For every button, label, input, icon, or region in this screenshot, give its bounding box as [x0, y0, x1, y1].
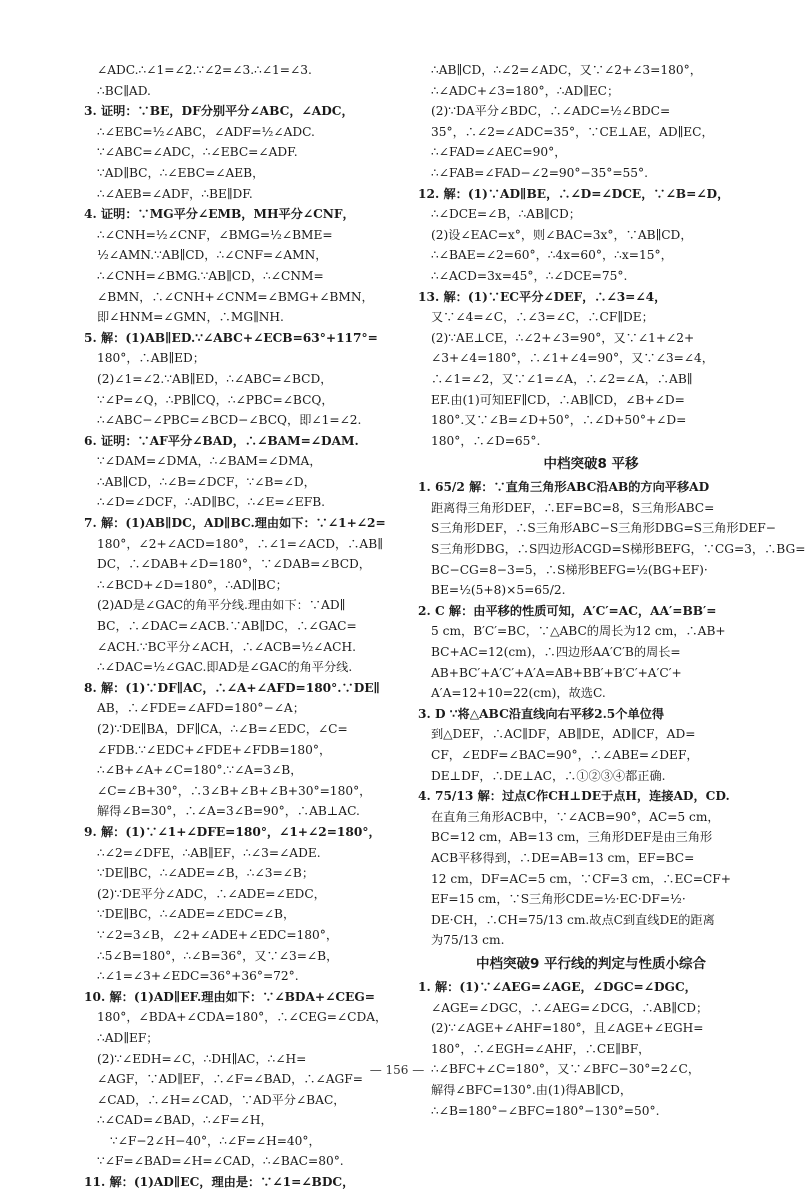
- text-line: AB+BC′+A′C′+A′A=AB+BB′+B′C′+A′C′+: [431, 665, 682, 680]
- text-line: 9. 解：(1)∵∠1+∠DFE=180°，∠1+∠2=180°，: [84, 824, 381, 839]
- text-line: 4. 75/13 解：过点C作CH⊥DE于点H，连接AD，CD.: [418, 789, 730, 804]
- text-line: 解得∠B=30°，∴∠A=3∠B=90°，∴AB⊥AC.: [97, 804, 360, 819]
- text-line: 180°，∴∠D=65°.: [431, 433, 541, 448]
- text-line: ∵∠DAM=∠DMA，∴∠BAM=∠DMA，: [97, 454, 322, 469]
- text-line: AB，∴∠FDE=∠AFD=180°−∠A；: [97, 701, 305, 716]
- text-line: (2)∵AE⊥CE，∴∠2+∠3=90°，又∵∠1+∠2+: [431, 330, 695, 345]
- text-line: 180°.又∵∠B=∠D+50°，∴∠D+50°+∠D=: [431, 413, 687, 428]
- text-line: EF=15 cm，∵S三角形CDE=½·EC·DF=½·: [431, 892, 686, 907]
- text-line: ∴∠ABC−∠PBC=∠BCD−∠BCQ，即∠1=∠2.: [97, 413, 362, 428]
- text-line: ∴∠DAC=½∠GAC.即AD是∠GAC的角平分线.: [97, 660, 353, 675]
- text-line: (2)∠1=∠2.∵AB∥ED，∴∠ABC=∠BCD，: [97, 371, 333, 386]
- text-line: (2)∵DE∥BA，DF∥CA，∴∠B=∠EDC，∠C=: [97, 722, 348, 736]
- text-line: ∴∠CAD=∠BAD，∴∠F=∠H，: [97, 1113, 273, 1128]
- text-line: 为75/13 cm.: [431, 933, 505, 948]
- text-line: 2. C 解：由平移的性质可知，A′C′=AC，AA′=BB′=: [418, 603, 717, 618]
- text-line: ∵AD∥BC，∴∠EBC=∠AEB，: [97, 165, 265, 180]
- section-heading: 中档突破8 平移: [543, 456, 639, 473]
- left-column: [84, 60, 430, 1193]
- text-line: 又∵∠4=∠C，∴∠3=∠C，∴CF∥DE；: [431, 310, 654, 325]
- text-line: DE·CH，∴CH=75/13 cm.故点C到直线DE的距离: [431, 912, 715, 927]
- right-column: [418, 60, 805, 1121]
- text-line: ∴∠ACD=3x=45°，∴∠DCE=75°.: [431, 268, 628, 283]
- text-line: A′A=12+10=22(cm)，故选C.: [431, 686, 606, 701]
- text-line: 到△DEF，∴AC∥DF，AB∥DE，AD∥CF，AD=: [431, 727, 696, 742]
- text-line: ∴∠BAE=∠2=60°，∴4x=60°，∴x=15°，: [431, 248, 673, 263]
- text-line: 12 cm，DF=AC=5 cm，∵CF=3 cm，∴EC=CF+: [431, 871, 731, 886]
- text-line: 7. 解：(1)AB∥DC，AD∥BC.理由如下：∵∠1+∠2=: [84, 516, 386, 531]
- text-line: ∠CAD，∴∠H=∠CAD，∵AD平分∠BAC，: [97, 1092, 346, 1107]
- text-line: 35°，∴∠2=∠ADC=35°，∵CE⊥AE，AD∥EC，: [431, 124, 714, 139]
- text-line: BC+AC=12(cm)，∴四边形AA′C′B的周长=: [431, 645, 681, 660]
- text-line: ∵∠2=3∠B，∠2+∠ADE+∠EDC=180°，: [97, 927, 339, 942]
- text-line: ∴∠2=∠DFE，∴AB∥EF，∴∠3=∠ADE.: [97, 845, 321, 860]
- text-line: ∴5∠B=180°，∴∠B=36°，又∵∠3=∠B，: [97, 948, 339, 963]
- text-line: S三角形DEF，∴S三角形ABC−S三角形DBG=S三角形DEF−: [431, 521, 776, 536]
- text-line: ∴AD∥EF；: [97, 1030, 159, 1045]
- text-line: ACB平移得到，∴DE=AB=13 cm，EF=BC=: [431, 850, 695, 865]
- text-line: DC，∴∠DAB+∠D=180°，∵∠DAB=∠BCD，: [97, 557, 371, 572]
- text-line: 5 cm，B′C′=BC，∵△ABC的周长为12 cm，∴AB+: [431, 624, 726, 639]
- text-line: ∴∠D=∠DCF，∴AD∥BC，∴∠E=∠EFB.: [97, 495, 326, 510]
- text-line: ∠ADC.∴∠1=∠2.∵∠2=∠3.∴∠1=∠3.: [97, 63, 312, 77]
- text-line: ∴∠1=∠2，又∵∠1=∠A，∴∠2=∠A，∴AB∥: [431, 371, 693, 386]
- text-line: ∠C=∠B+30°，∴3∠B+∠B+∠B+30°=180°，: [97, 783, 372, 798]
- text-line: 即∠HNM=∠GMN，∴MG∥NH.: [97, 310, 284, 325]
- text-line: ∴∠FAD=∠AEC=90°，: [431, 145, 567, 160]
- text-line: ∴∠CNH=½∠CNF，∠BMG=½∠BME=: [97, 227, 333, 242]
- text-line: (2)AD是∠GAC的角平分线.理由如下：∵AD∥: [97, 598, 346, 613]
- text-line: 1. 解：(1)∵∠AEG=∠AGE，∠DGC=∠DGC，: [418, 979, 697, 994]
- text-line: 在直角三角形ACB中，∵∠ACB=90°，AC=5 cm，: [431, 809, 720, 824]
- text-line: ∴∠BFC+∠C=180°，又∵∠BFC−30°=2∠C，: [431, 1062, 701, 1077]
- text-line: 5. 解：(1)AB∥ED.∵∠ABC+∠ECB=63°+117°=: [84, 330, 378, 345]
- text-line: (2)∵∠EDH=∠C，∴DH∥AC，∴∠H=: [97, 1051, 307, 1066]
- text-line: 1. 65/2 解：∵直角三角形ABC沿AB的方向平移AD: [418, 480, 710, 495]
- text-line: 6. 证明：∵AF平分∠BAD，∴∠BAM=∠DAM.: [84, 433, 359, 448]
- text-line: ∴BC∥AD.: [97, 83, 151, 98]
- text-line: ½∠AMN.∵AB∥CD，∴∠CNF=∠AMN，: [97, 248, 328, 263]
- text-line: 3. D ∵将△ABC沿直线向右平移2.5个单位得: [418, 706, 665, 721]
- text-line: 距离得三角形DEF，∴EF=BC=8，S三角形ABC=: [431, 500, 715, 515]
- text-line: ∠3+∠4=180°，∴∠1+∠4=90°，又∵∠3=∠4，: [431, 351, 714, 366]
- text-line: ∴∠B+∠A+∠C=180°.∵∠A=3∠B，: [97, 763, 303, 778]
- text-line: ∴∠AEB=∠ADF，∴BE∥DF.: [97, 186, 253, 201]
- text-line: 12. 解：(1)∵AD∥BE，∴∠D=∠DCE，∵∠B=∠D，: [418, 186, 730, 201]
- text-line: ∴∠1=∠3+∠EDC=36°+36°=72°.: [97, 969, 299, 984]
- text-line: ∴∠ADC+∠3=180°，∴AD∥EC；: [431, 83, 620, 98]
- text-line: ∴∠EBC=½∠ABC，∠ADF=½∠ADC.: [97, 124, 315, 139]
- text-line: ∴∠DCE=∠B，∴AB∥CD；: [431, 207, 581, 222]
- text-line: 180°，∴AB∥ED；: [97, 351, 205, 366]
- text-line: EF.由(1)可知EF∥CD，∴AB∥CD，∠B+∠D=: [431, 392, 685, 407]
- text-line: (2)∵DA平分∠BDC，∴∠ADC=½∠BDC=: [431, 104, 671, 119]
- text-line: 180°，∠BDA+∠CDA=180°，∴∠CEG=∠CDA，: [97, 1010, 388, 1025]
- text-line: DE⊥DF，∴DE⊥AC，∴①②③④都正确.: [431, 768, 666, 783]
- text-line: ∵DE∥BC，∴∠ADE=∠EDC=∠B，: [97, 907, 296, 922]
- text-line: BC，∴∠DAC=∠ACB.∵AB∥DC，∴∠GAC=: [97, 619, 357, 634]
- text-line: 解得∠BFC=130°.由(1)得AB∥CD，: [431, 1082, 633, 1097]
- text-line: S三角形DBG，∴S四边形ACGD=S梯形BEFG，∵CG=3，∴BG=: [431, 542, 805, 557]
- text-line: 180°，∠2+∠ACD=180°，∴∠1=∠ACD，∴AB∥: [97, 536, 383, 551]
- text-line: (2)∵∠AGE+∠AHF=180°，且∠AGE+∠EGH=: [431, 1021, 704, 1036]
- text-line: ∠FDB.∵∠EDC+∠FDE+∠FDB=180°，: [97, 742, 332, 757]
- text-line: 13. 解：(1)∵EC平分∠DEF，∴∠3=∠4，: [418, 289, 667, 304]
- text-line: BC=12 cm，AB=13 cm，三角形DEF是由三角形: [431, 830, 713, 845]
- text-line: ∠ACH.∵BC平分∠ACH，∴∠ACB=½∠ACH.: [97, 639, 356, 654]
- text-line: 4. 证明：∵MG平分∠EMB，MH平分∠CNF，: [84, 207, 355, 222]
- text-line: 3. 证明：∵BE，DF分别平分∠ABC，∠ADC，: [84, 104, 354, 119]
- text-line: ∠BMN，∴∠CNH+∠CNM=∠BMG+∠BMN，: [97, 289, 374, 304]
- text-line: ∠AGE=∠DGC，∴∠AEG=∠DCG，∴AB∥CD；: [431, 1000, 709, 1015]
- text-line: ∵∠F=∠BAD=∠H=∠CAD，∴∠BAC=80°.: [97, 1154, 344, 1169]
- text-line: 11. 解：(1)AD∥EC，理由是：∵∠1=∠BDC，: [84, 1175, 355, 1190]
- text-line: ∵∠ABC=∠ADC，∴∠EBC=∠ADF.: [97, 145, 298, 160]
- text-line: ∴∠FAB=∠FAD−∠2=90°−35°=55°.: [431, 165, 649, 180]
- text-line: 10. 解：(1)AD∥EF.理由如下：∵∠BDA+∠CEG=: [84, 989, 375, 1004]
- text-line: ∴∠BCD+∠D=180°，∴AD∥BC；: [97, 577, 288, 592]
- text-line: ∴∠CNH=∠BMG.∵AB∥CD，∴∠CNM=: [97, 268, 324, 283]
- text-line: CF，∠EDF=∠BAC=90°，∴∠ABE=∠DEF，: [431, 748, 699, 762]
- section-heading: 中档突破9 平行线的判定与性质小综合: [475, 955, 707, 972]
- text-line: ∴∠B=180°−∠BFC=180°−130°=50°.: [431, 1103, 660, 1118]
- text-line: ∵DE∥BC，∴∠ADE=∠B，∴∠3=∠B；: [97, 866, 315, 881]
- text-line: ∴AB∥CD，∴∠2=∠ADC，又∵∠2+∠3=180°，: [431, 63, 702, 77]
- text-line: 180°，∴∠EGH=∠AHF，∴CE∥BF，: [431, 1041, 651, 1056]
- text-line: ∵∠P=∠Q，∴PB∥CQ，∴∠PBC=∠BCQ，: [97, 392, 334, 407]
- text-line: ∠AGF，∵AD∥EF，∴∠F=∠BAD，∴∠AGF=: [97, 1072, 363, 1087]
- text-line: (2)设∠EAC=x°，则∠BAC=3x°，∵AB∥CD，: [431, 227, 693, 242]
- text-line: ∵∠F−2∠H−40°，∴∠F=∠H=40°，: [110, 1133, 321, 1148]
- text-line: (2)∵DE平分∠ADC，∴∠ADE=∠EDC，: [97, 886, 326, 901]
- text-line: BE=½(5+8)×5=65/2.: [431, 583, 566, 598]
- page-number: — 156 —: [369, 1063, 425, 1077]
- text-line: BC−CG=8−3=5，∴S梯形BEFG=½(BG+EF)·: [431, 562, 708, 577]
- text-line: ∴AB∥CD，∴∠B=∠DCF，∵∠B=∠D，: [97, 474, 316, 489]
- text-line: 8. 解：(1)∵DF∥AC，∴∠A+∠AFD=180°.∵DE∥: [84, 680, 380, 695]
